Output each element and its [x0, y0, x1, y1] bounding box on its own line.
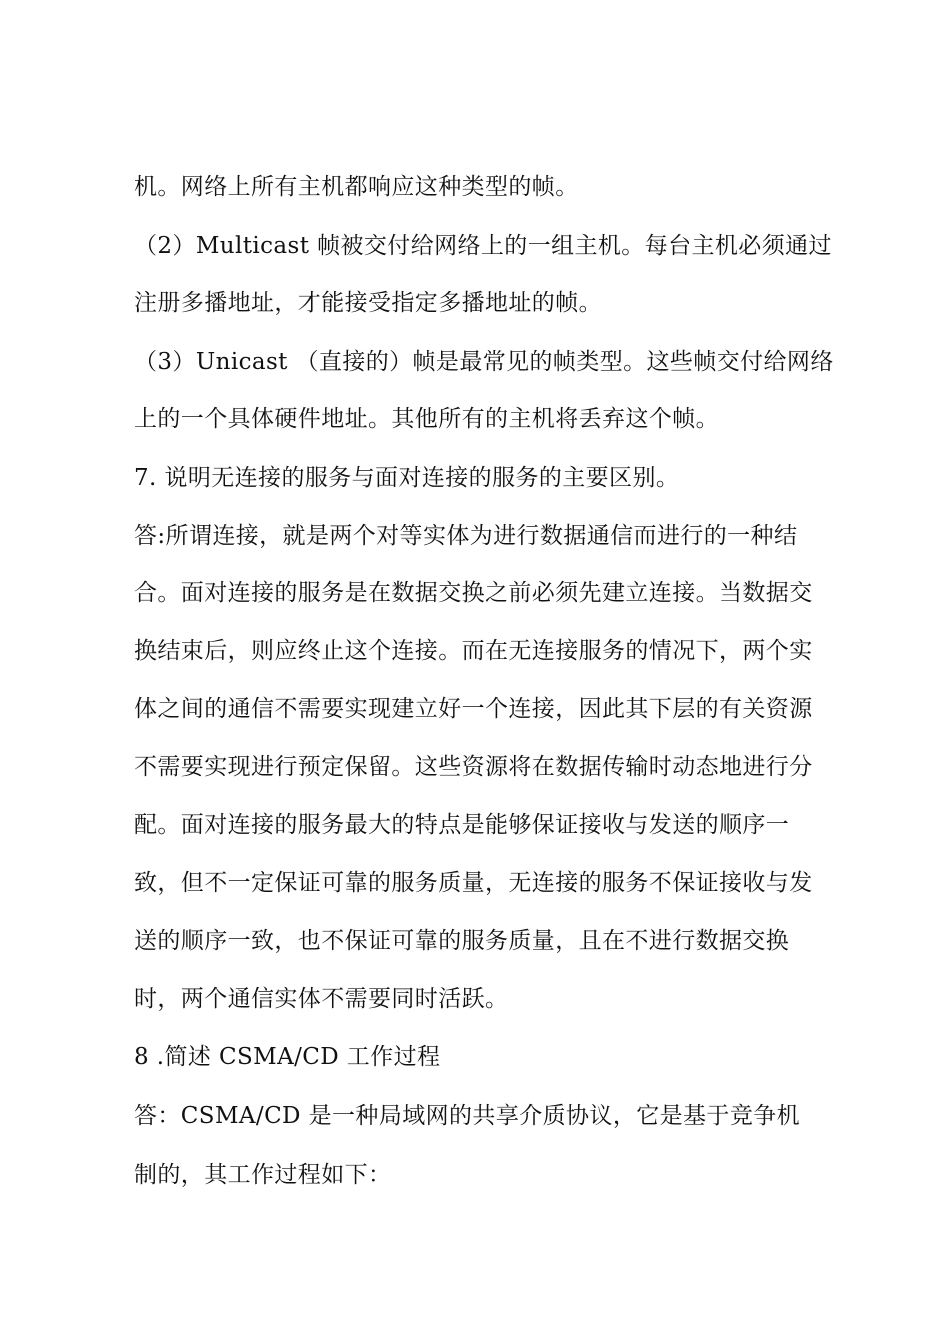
- text-line: 致，但不一定保证可靠的服务质量，无连接的服务不保证接收与发: [134, 870, 813, 896]
- text-line: 注册多播地址，才能接受指定多播地址的帧。: [134, 290, 602, 316]
- text-line: 答：CSMA/CD 是一种局域网的共享介质协议，它是基于竞争机: [134, 1103, 801, 1129]
- question-heading: 7. 说明无连接的服务与面对连接的服务的主要区别。: [134, 465, 680, 491]
- text-line: 送的顺序一致，也不保证可靠的服务质量，且在不进行数据交换: [134, 928, 790, 954]
- text-line: 制的，其工作过程如下：: [134, 1162, 392, 1188]
- text-line: 时，两个通信实体不需要同时活跃。: [134, 986, 509, 1012]
- text-line: 换结束后，则应终止这个连接。而在无连接服务的情况下，两个实: [134, 638, 813, 664]
- text-line: 体之间的通信不需要实现建立好一个连接，因此其下层的有关资源: [134, 696, 813, 722]
- question-heading: 8 .简述 CSMA/CD 工作过程: [134, 1044, 441, 1070]
- text-line: 配。面对连接的服务最大的特点是能够保证接收与发送的顺序一: [134, 812, 790, 838]
- text-line: 合。面对连接的服务是在数据交换之前必须先建立连接。当数据交: [134, 580, 813, 606]
- text-line: 不需要实现进行预定保留。这些资源将在数据传输时动态地进行分: [134, 754, 813, 780]
- text-line: 机。网络上所有主机都响应这种类型的帧。: [134, 174, 579, 200]
- text-line: 答:所谓连接，就是两个对等实体为进行数据通信而进行的一种结: [134, 523, 798, 549]
- text-line: 上的一个具体硬件地址。其他所有的主机将丢弃这个帧。: [134, 406, 719, 432]
- text-line: （3）Unicast （直接的）帧是最常见的帧类型。这些帧交付给网络: [134, 349, 834, 375]
- text-line: （2）Multicast 帧被交付给网络上的一组主机。每台主机必须通过: [134, 233, 832, 259]
